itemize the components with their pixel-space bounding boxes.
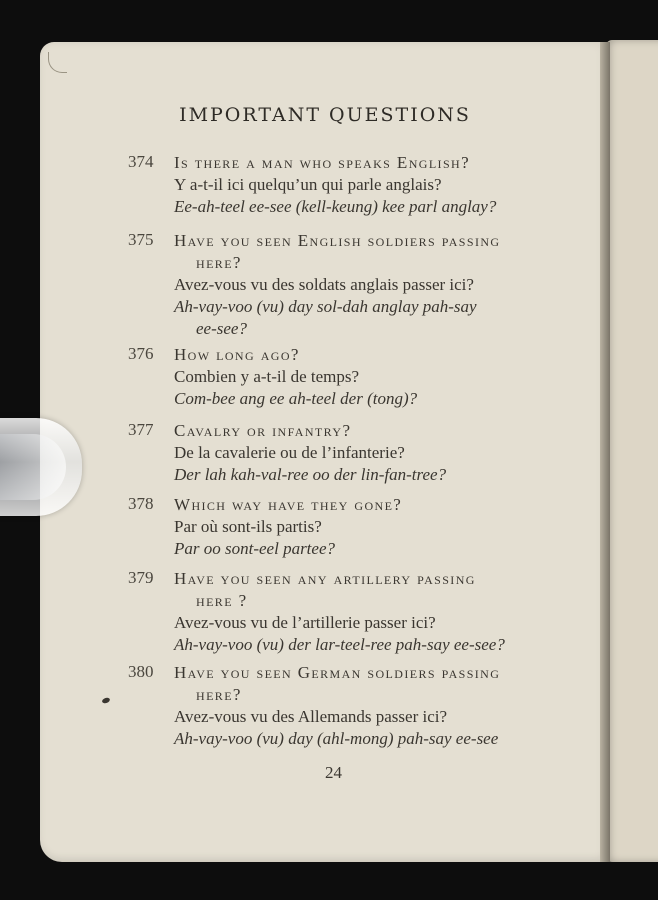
phonetic-pronunciation: Par oo sont-eel partee? <box>174 539 335 558</box>
entry-number: 378 <box>128 494 154 513</box>
entry-number: 377 <box>128 420 154 439</box>
facing-page-edge <box>606 40 658 862</box>
french-translation: Avez-vous vu de l’artillerie passer ici? <box>174 613 436 632</box>
phonetic-pronunciation-continued: ee-see? <box>196 319 247 338</box>
phonetic-pronunciation: Ah-vay-voo (vu) der lar-teel-ree pah-say ee-see? <box>174 635 505 654</box>
phonetic-pronunciation: Ah-vay-voo (vu) day (ahl-mong) pah-say ee-see <box>174 729 499 748</box>
english-question: Is there a man who speaks English? <box>174 153 471 172</box>
french-translation: Avez-vous vu des Allemands passer ici? <box>174 707 448 726</box>
english-question: How long ago? <box>174 345 300 364</box>
french-translation: Y a-t-il ici quelqu’un qui parle anglais? <box>174 175 442 194</box>
phonetic-pronunciation: Ah-vay-voo (vu) day sol-dah anglay pah-say <box>174 297 477 316</box>
book-gutter <box>600 42 610 862</box>
plastic-clip-highlight <box>0 434 66 500</box>
phonetic-pronunciation: Ee-ah-teel ee-see (kell-keung) kee parl anglay? <box>174 197 497 216</box>
english-question: Which way have they gone? <box>174 495 403 514</box>
french-translation: Par où sont-ils partis? <box>174 517 322 536</box>
page-number: 24 <box>325 763 342 782</box>
entry-number: 376 <box>128 344 154 363</box>
entry-number: 380 <box>128 662 154 681</box>
english-question: Have you seen any artillery passing <box>174 569 476 588</box>
entry-number: 379 <box>128 568 154 587</box>
french-translation: Avez-vous vu des soldats anglais passer ici? <box>174 275 474 294</box>
french-translation: De la cavalerie ou de l’infanterie? <box>174 443 405 462</box>
english-question-continued: here? <box>196 253 242 272</box>
english-question-continued: here? <box>196 685 242 704</box>
phonetic-pronunciation: Com-bee ang ee ah-teel der (tong)? <box>174 389 418 408</box>
entry-number: 374 <box>128 152 154 171</box>
english-question: Have you seen German soldiers passing <box>174 663 501 682</box>
english-question: Have you seen English soldiers passing <box>174 231 501 250</box>
entry-number: 375 <box>128 230 154 249</box>
english-question: Cavalry or infantry? <box>174 421 352 440</box>
phonetic-pronunciation: Der lah kah-val-ree oo der lin-fan-tree? <box>174 465 447 484</box>
english-question-continued: here ? <box>196 591 248 610</box>
page-title: IMPORTANT QUESTIONS <box>179 104 471 126</box>
french-translation: Combien y a-t-il de temps? <box>174 367 360 386</box>
